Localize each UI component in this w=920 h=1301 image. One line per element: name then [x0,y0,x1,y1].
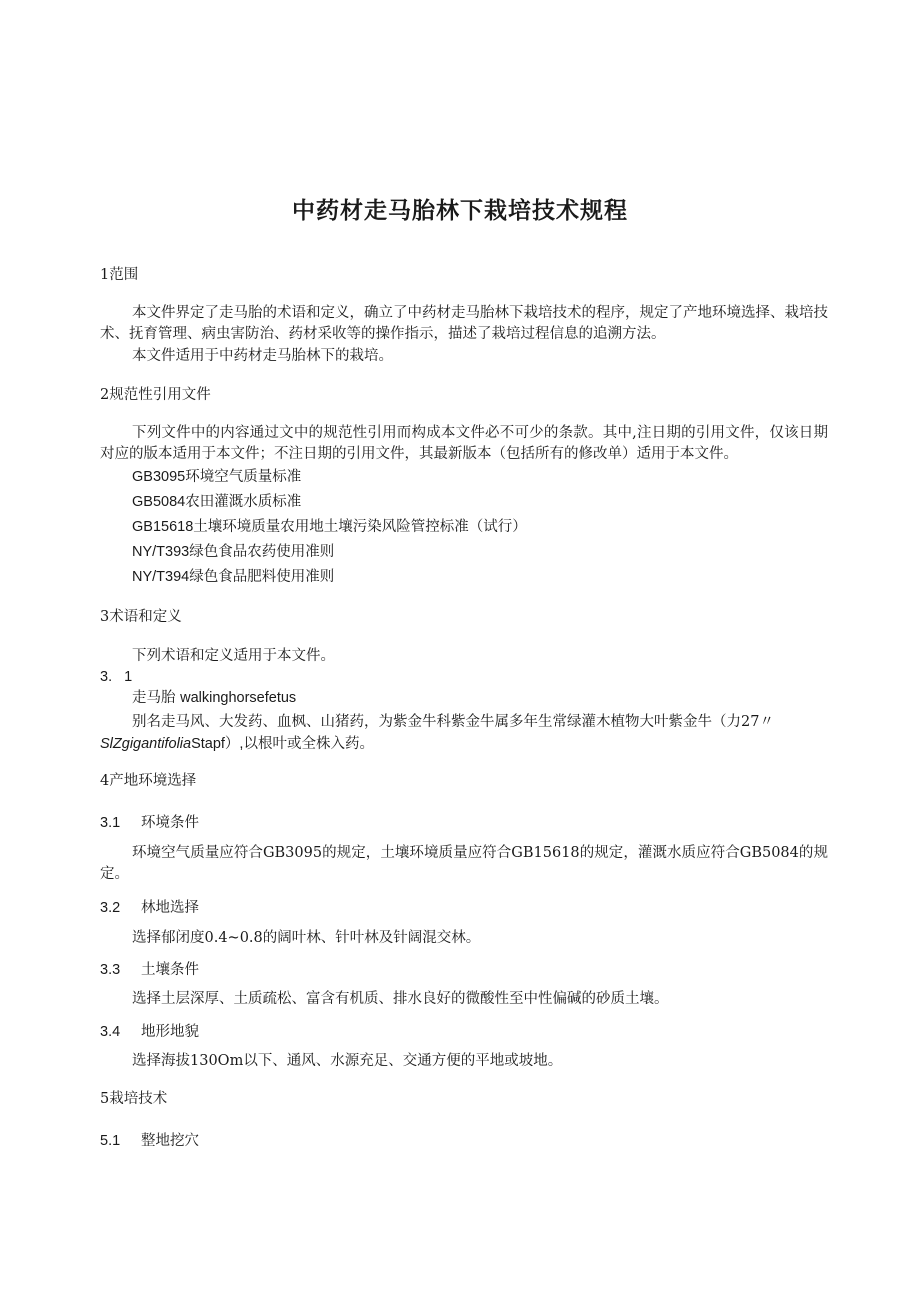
section-1-paragraph-1: 本文件界定了走马胎的术语和定义，确立了中药材走马胎林下栽培技术的程序，规定了产地环境选择、栽培技术、抚育管理、病虫害防治、药材采收等的操作指示，描述了栽培过程信息的追溯方法。 [100,305,828,342]
subsection-number: 5.1 [100,1133,121,1149]
reference-item: NY/T393绿色食品农药使用准则 [132,544,335,560]
subsection-number: 3.4 [100,1024,121,1040]
subsection-text: 选择海拔130Om以下、通风、水源充足、交通方便的平地或坡地。 [132,1053,563,1069]
section-2-heading: 2规范性引用文件 [100,387,211,403]
subsection-title: 地形地貌 [141,1024,199,1040]
subsection-number: 3.1 [100,815,121,831]
reference-item: GB15618土壤环境质量农用地土壤污染风险管控标准（试行） [132,519,527,535]
section-3-heading: 3术语和定义 [100,609,182,625]
term-number: 3. 1 [100,669,133,685]
definition-tail: Stapf）,以根叶或全株入药。 [191,736,374,752]
reference-item: GB3095环境空气质量标准 [132,469,302,485]
term-definition-line-1: 别名走马风、大发药、血枫、山猪药，为紫金牛科紫金牛属多年生常绿灌木植物大叶紫金牛（力27〃 [132,714,774,730]
reference-item: NY/T394绿色食品肥料使用准则 [132,569,335,585]
subsection-title: 林地选择 [141,900,199,916]
subsection-number: 3.3 [100,962,121,978]
reference-item: GB5084农田灌溉水质标准 [132,494,302,510]
subsection-text: 选择土层深厚、土质疏松、富含有机质、排水良好的微酸性至中性偏碱的砂质土壤。 [132,991,669,1007]
term-chinese: 走马胎 [132,690,176,706]
subsection-title: 环境条件 [141,815,199,831]
section-4-heading: 4产地环境选择 [100,773,197,789]
section-5-heading: 5栽培技术 [100,1091,168,1107]
latin-name: SlZgigantifolia [100,736,192,752]
section-3-paragraph-1: 下列术语和定义适用于本文件。 [132,648,335,664]
subsection-text: 环境空气质量应符合GB3095的规定，土壤环境质量应符合GB15618的规定，灌溉水质应符合GB5084的规定。 [100,845,828,882]
document-title: 中药材走马胎林下栽培技术规程 [292,198,628,224]
subsection-title: 土壤条件 [141,962,199,978]
section-1-paragraph-2: 本文件适用于中药材走马胎林下的栽培。 [132,348,393,364]
term-english: walkinghorsefetus [180,690,297,706]
subsection-title: 整地挖穴 [141,1133,199,1149]
subsection-number: 3.2 [100,900,121,916]
term-definition-line-2 [100,735,374,753]
term-line [132,689,296,707]
subsection-text: 选择郁闭度0.4~0.8的阔叶林、针叶林及针阔混交林。 [132,930,481,946]
section-2-paragraph-1: 下列文件中的内容通过文中的规范性引用而构成本文件必不可少的条款。其中,注日期的引用文件，仅该日期对应的版本适用于本文件；不注日期的引用文件，其最新版本（包括所有的修改单）适用于本文件。 [100,425,828,462]
section-1-heading: 1范围 [100,267,139,283]
